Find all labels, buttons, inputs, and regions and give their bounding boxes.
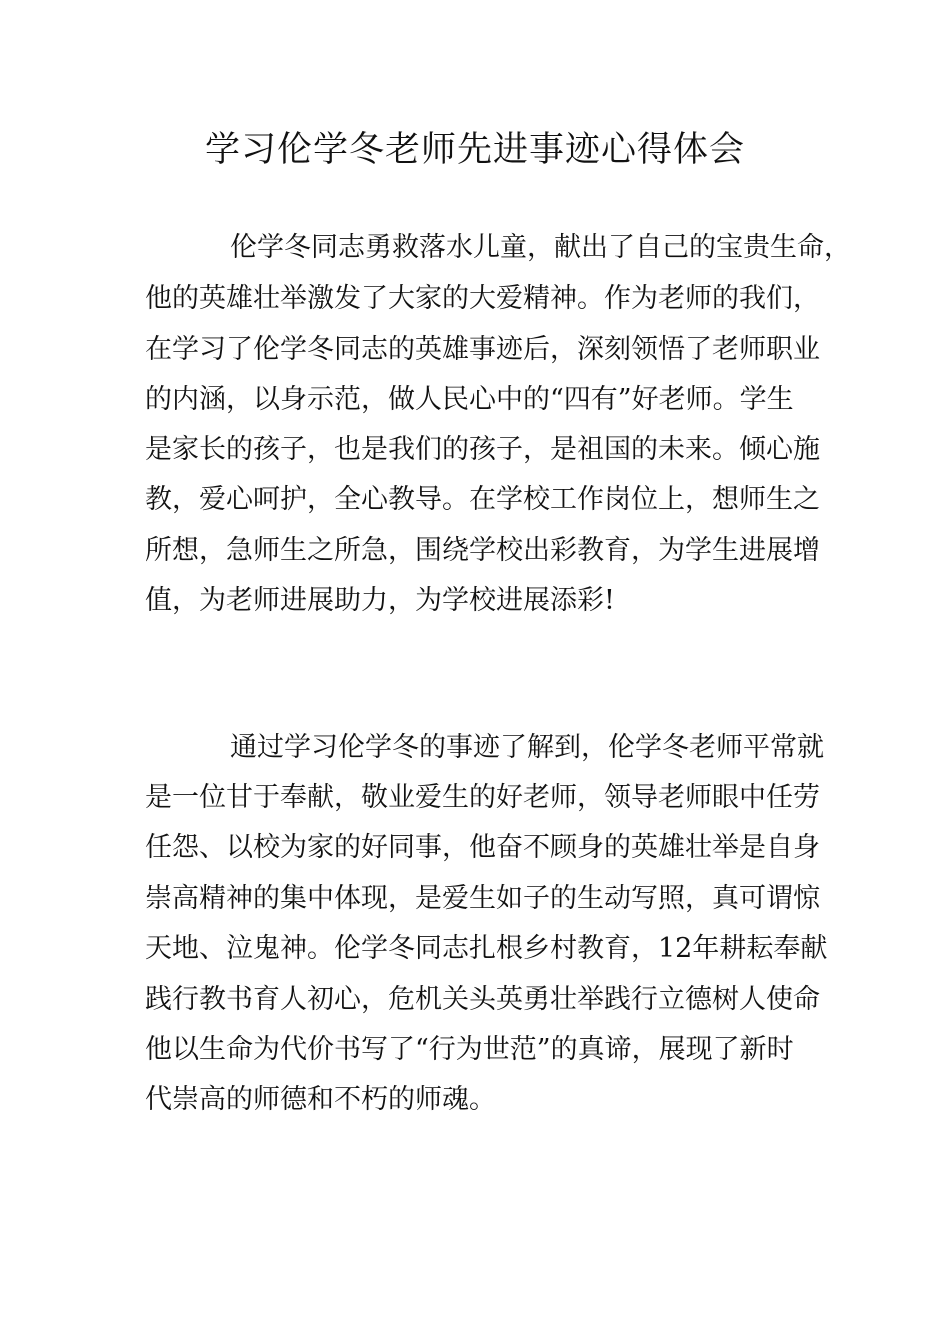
paragraph-line: 天地、泣鬼神。伦学冬同志扎根乡村教育，12年耕耘奉献 <box>145 933 828 964</box>
paragraph-line: 值，为老师进展助力，为学校进展添彩! <box>145 585 615 616</box>
paragraph-line: 通过学习伦学冬的事迹了解到，伦学冬老师平常就 <box>230 732 824 763</box>
paragraph-line: 的内涵，以身示范，做人民心中的“四有”好老师。学生 <box>145 384 794 415</box>
paragraph-line: 是家长的孩子，也是我们的孩子，是祖国的未来。倾心施 <box>145 434 820 465</box>
paragraph-line: 代崇高的师德和不朽的师魂。 <box>145 1084 496 1115</box>
paragraph-line: 在学习了伦学冬同志的英雄事迹后，深刻领悟了老师职业 <box>145 334 820 365</box>
paragraph-line: 践行教书育人初心，危机关头英勇壮举践行立德树人使命 <box>145 984 820 1015</box>
paragraph-line: 所想，急师生之所急，围绕学校出彩教育，为学生进展增 <box>145 535 820 566</box>
paragraph-line: 任怨、以校为家的好同事，他奋不顾身的英雄壮举是自身 <box>145 832 820 863</box>
paragraph-line: 崇高精神的集中体现，是爱生如子的生动写照，真可谓惊 <box>145 883 820 914</box>
document-title: 学习伦学冬老师先进事迹心得体会 <box>204 130 745 170</box>
paragraph-line: 他的英雄壮举激发了大家的大爱精神。作为老师的我们， <box>145 283 820 314</box>
paragraph-line: 是一位甘于奉献，敬业爱生的好老师，领导老师眼中任劳 <box>145 782 820 813</box>
paragraph-line: 他以生命为代价书写了“行为世范”的真谛，展现了新时 <box>145 1034 794 1065</box>
paragraph-line: 教，爱心呵护，全心教导。在学校工作岗位上，想师生之 <box>145 484 820 515</box>
paragraph-line: 伦学冬同志勇救落水儿童，献出了自己的宝贵生命， <box>230 232 851 263</box>
